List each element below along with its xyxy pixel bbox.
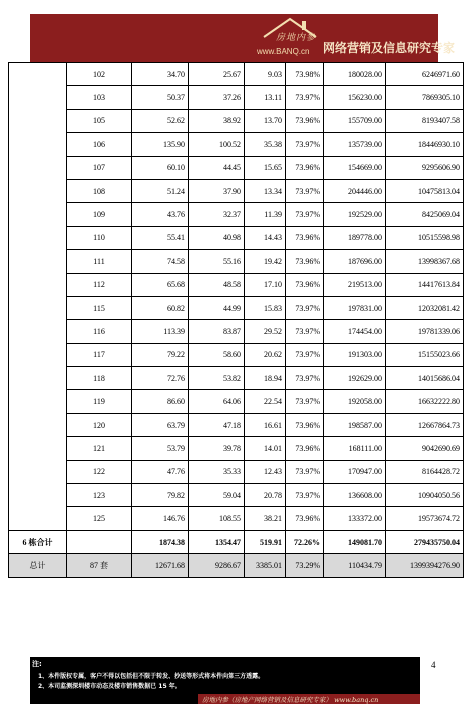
area-3-cell: 13.11 xyxy=(245,86,286,109)
ratio-cell: 73.97% xyxy=(286,86,324,109)
total-cell: 18446930.10 xyxy=(386,133,464,156)
area-2-cell: 39.78 xyxy=(189,437,245,460)
ratio-cell: 73.97% xyxy=(286,320,324,343)
area-1-cell: 51.24 xyxy=(132,179,189,202)
area-2-cell: 37.90 xyxy=(189,179,245,202)
row-label-cell: 总计 xyxy=(9,554,67,577)
area-2-cell: 55.16 xyxy=(189,250,245,273)
area-3-cell: 519.91 xyxy=(245,530,286,553)
header-title: 网络营销及信息研究专家 xyxy=(323,41,456,55)
unit-cell: 107 xyxy=(67,156,132,179)
row-label-cell: 6 栋合计 xyxy=(9,530,67,553)
unit-cell: 112 xyxy=(67,273,132,296)
area-3-cell: 9.03 xyxy=(245,63,286,86)
area-3-cell: 38.21 xyxy=(245,507,286,530)
area-1-cell: 43.76 xyxy=(132,203,189,226)
unit-cell: 110 xyxy=(67,226,132,249)
subtotal-row xyxy=(9,530,464,553)
area-3-cell: 14.01 xyxy=(245,437,286,460)
unit-cell: 102 xyxy=(67,63,132,86)
total-cell: 10475813.04 xyxy=(386,179,464,202)
total-cell: 19781339.06 xyxy=(386,320,464,343)
area-2-cell: 58.60 xyxy=(189,343,245,366)
table-row xyxy=(9,156,464,179)
price-cell: 192629.00 xyxy=(324,367,386,390)
price-cell: 156230.00 xyxy=(324,86,386,109)
unit-cell: 123 xyxy=(67,484,132,507)
table-row xyxy=(9,250,464,273)
price-cell: 133372.00 xyxy=(324,507,386,530)
logo-url: www.BANQ.cn xyxy=(257,47,310,56)
area-2-cell: 35.33 xyxy=(189,460,245,483)
area-2-cell: 53.82 xyxy=(189,367,245,390)
area-3-cell: 12.43 xyxy=(245,460,286,483)
unit-cell: 109 xyxy=(67,203,132,226)
area-1-cell: 50.37 xyxy=(132,86,189,109)
table-row xyxy=(9,390,464,413)
table-row xyxy=(9,179,464,202)
total-cell: 7869305.10 xyxy=(386,86,464,109)
unit-cell: 115 xyxy=(67,296,132,319)
footer-notes xyxy=(30,657,420,704)
area-3-cell: 15.83 xyxy=(245,296,286,319)
ratio-cell: 73.96% xyxy=(286,226,324,249)
unit-cell: 121 xyxy=(67,437,132,460)
table-row xyxy=(9,413,464,436)
price-cell: 189778.00 xyxy=(324,226,386,249)
footer-note-1: 1、本件版权专属，客户不得以包括但不限于转发、抄送等形式将本件向第三方透露。 xyxy=(38,673,265,680)
total-cell: 8425069.04 xyxy=(386,203,464,226)
area-1-cell: 72.76 xyxy=(132,367,189,390)
area-2-cell: 44.99 xyxy=(189,296,245,319)
price-cell: 192058.00 xyxy=(324,390,386,413)
area-1-cell: 52.62 xyxy=(132,109,189,132)
total-cell: 8193407.58 xyxy=(386,109,464,132)
ratio-cell: 73.96% xyxy=(286,437,324,460)
table-row xyxy=(9,507,464,530)
price-cell: 154669.00 xyxy=(324,156,386,179)
total-cell: 12667864.73 xyxy=(386,413,464,436)
area-3-cell: 13.70 xyxy=(245,109,286,132)
logo-script-text: 房地内参 xyxy=(276,33,317,43)
ratio-cell: 73.97% xyxy=(286,367,324,390)
unit-cell: 122 xyxy=(67,460,132,483)
count-cell: 87 套 xyxy=(67,554,132,577)
area-3-cell: 35.38 xyxy=(245,133,286,156)
area-3-cell: 29.52 xyxy=(245,320,286,343)
area-1-cell: 74.58 xyxy=(132,250,189,273)
ratio-cell: 73.96% xyxy=(286,250,324,273)
area-1-cell: 1874.38 xyxy=(132,530,189,553)
ratio-cell: 73.97% xyxy=(286,179,324,202)
area-3-cell: 14.43 xyxy=(245,226,286,249)
unit-cell: 120 xyxy=(67,413,132,436)
footer-note-title: 注: xyxy=(32,660,42,668)
area-2-cell: 48.58 xyxy=(189,273,245,296)
unit-cell: 103 xyxy=(67,86,132,109)
area-1-cell: 113.39 xyxy=(132,320,189,343)
area-2-cell: 1354.47 xyxy=(189,530,245,553)
total-cell: 16632222.80 xyxy=(386,390,464,413)
area-3-cell: 13.34 xyxy=(245,179,286,202)
price-cell: 187696.00 xyxy=(324,250,386,273)
unit-cell: 119 xyxy=(67,390,132,413)
area-1-cell: 135.90 xyxy=(132,133,189,156)
footer-note-2: 2、本司监测深圳楼市动态及楼市销售数据已 15 年。 xyxy=(38,683,181,690)
total-cell: 14015686.04 xyxy=(386,367,464,390)
unit-cell: 106 xyxy=(67,133,132,156)
ratio-cell: 72.26% xyxy=(286,530,324,553)
count-cell xyxy=(67,530,132,553)
ratio-cell: 73.97% xyxy=(286,296,324,319)
total-cell: 10904050.56 xyxy=(386,484,464,507)
price-cell: 135739.00 xyxy=(324,133,386,156)
total-cell: 1399394276.90 xyxy=(386,554,464,577)
ratio-cell: 73.29% xyxy=(286,554,324,577)
unit-cell: 108 xyxy=(67,179,132,202)
area-1-cell: 53.79 xyxy=(132,437,189,460)
area-2-cell: 59.04 xyxy=(189,484,245,507)
area-1-cell: 79.22 xyxy=(132,343,189,366)
total-cell: 14417613.84 xyxy=(386,273,464,296)
area-3-cell: 20.62 xyxy=(245,343,286,366)
unit-cell: 117 xyxy=(67,343,132,366)
area-2-cell: 44.45 xyxy=(189,156,245,179)
unit-cell: 118 xyxy=(67,367,132,390)
total-cell: 9042690.69 xyxy=(386,437,464,460)
price-cell: 110434.79 xyxy=(324,554,386,577)
area-1-cell: 34.70 xyxy=(132,63,189,86)
area-1-cell: 65.68 xyxy=(132,273,189,296)
price-cell: 197831.00 xyxy=(324,296,386,319)
price-cell: 204446.00 xyxy=(324,179,386,202)
area-2-cell: 47.18 xyxy=(189,413,245,436)
ratio-cell: 73.96% xyxy=(286,413,324,436)
total-cell: 10515598.98 xyxy=(386,226,464,249)
area-1-cell: 63.79 xyxy=(132,413,189,436)
table-row xyxy=(9,320,464,343)
total-cell: 6246971.60 xyxy=(386,63,464,86)
table-row xyxy=(9,86,464,109)
ratio-cell: 73.97% xyxy=(286,460,324,483)
total-cell: 279435750.04 xyxy=(386,530,464,553)
ratio-cell: 73.96% xyxy=(286,507,324,530)
area-2-cell: 9286.67 xyxy=(189,554,245,577)
total-cell: 12032081.42 xyxy=(386,296,464,319)
price-cell: 170947.00 xyxy=(324,460,386,483)
area-3-cell: 19.42 xyxy=(245,250,286,273)
area-3-cell: 11.39 xyxy=(245,203,286,226)
area-1-cell: 60.82 xyxy=(132,296,189,319)
price-cell: 155709.00 xyxy=(324,109,386,132)
total-cell: 15155023.66 xyxy=(386,343,464,366)
area-2-cell: 83.87 xyxy=(189,320,245,343)
sales-table xyxy=(8,62,464,578)
area-2-cell: 100.52 xyxy=(189,133,245,156)
area-3-cell: 18.94 xyxy=(245,367,286,390)
ratio-cell: 73.98% xyxy=(286,63,324,86)
area-2-cell: 40.98 xyxy=(189,226,245,249)
price-cell: 180028.00 xyxy=(324,63,386,86)
area-2-cell: 108.55 xyxy=(189,507,245,530)
table-row xyxy=(9,460,464,483)
price-cell: 136608.00 xyxy=(324,484,386,507)
table-row xyxy=(9,273,464,296)
table-row xyxy=(9,367,464,390)
area-2-cell: 32.37 xyxy=(189,203,245,226)
area-3-cell: 22.54 xyxy=(245,390,286,413)
page-number: 4 xyxy=(431,660,436,670)
area-3-cell: 16.61 xyxy=(245,413,286,436)
price-cell: 174454.00 xyxy=(324,320,386,343)
ratio-cell: 73.97% xyxy=(286,133,324,156)
area-2-cell: 25.67 xyxy=(189,63,245,86)
area-3-cell: 20.78 xyxy=(245,484,286,507)
ratio-cell: 73.96% xyxy=(286,109,324,132)
area-2-cell: 64.06 xyxy=(189,390,245,413)
table-row xyxy=(9,226,464,249)
ratio-cell: 73.96% xyxy=(286,156,324,179)
table-row xyxy=(9,203,464,226)
footer-brand-bar xyxy=(198,694,420,704)
area-1-cell: 86.60 xyxy=(132,390,189,413)
area-2-cell: 38.92 xyxy=(189,109,245,132)
table-row xyxy=(9,133,464,156)
area-1-cell: 47.76 xyxy=(132,460,189,483)
unit-cell: 125 xyxy=(67,507,132,530)
unit-cell: 111 xyxy=(67,250,132,273)
ratio-cell: 73.96% xyxy=(286,273,324,296)
ratio-cell: 73.97% xyxy=(286,390,324,413)
unit-cell: 105 xyxy=(67,109,132,132)
table-row xyxy=(9,109,464,132)
total-cell: 13998367.68 xyxy=(386,250,464,273)
area-1-cell: 55.41 xyxy=(132,226,189,249)
area-3-cell: 15.65 xyxy=(245,156,286,179)
table-row xyxy=(9,437,464,460)
price-cell: 198587.00 xyxy=(324,413,386,436)
table-row xyxy=(9,484,464,507)
price-cell: 149081.70 xyxy=(324,530,386,553)
table-row xyxy=(9,343,464,366)
table-row xyxy=(9,63,464,86)
ratio-cell: 73.97% xyxy=(286,484,324,507)
table-row xyxy=(9,296,464,319)
total-cell: 9295606.90 xyxy=(386,156,464,179)
total-cell: 8164428.72 xyxy=(386,460,464,483)
price-cell: 219513.00 xyxy=(324,273,386,296)
price-cell: 191303.00 xyxy=(324,343,386,366)
ratio-cell: 73.97% xyxy=(286,343,324,366)
area-1-cell: 60.10 xyxy=(132,156,189,179)
area-1-cell: 79.82 xyxy=(132,484,189,507)
header-banner xyxy=(30,14,456,62)
footer-brand-text: 房地内参（房地产网络营销及信息研究专家） www.banq.cn xyxy=(202,696,379,704)
price-cell: 168111.00 xyxy=(324,437,386,460)
area-1-cell: 146.76 xyxy=(132,507,189,530)
area-3-cell: 3385.01 xyxy=(245,554,286,577)
ratio-cell: 73.97% xyxy=(286,203,324,226)
area-2-cell: 37.26 xyxy=(189,86,245,109)
grand-total-row xyxy=(9,554,464,577)
area-3-cell: 17.10 xyxy=(245,273,286,296)
group-cell xyxy=(9,63,67,531)
price-cell: 192529.00 xyxy=(324,203,386,226)
total-cell: 19573674.72 xyxy=(386,507,464,530)
unit-cell: 116 xyxy=(67,320,132,343)
area-1-cell: 12671.68 xyxy=(132,554,189,577)
